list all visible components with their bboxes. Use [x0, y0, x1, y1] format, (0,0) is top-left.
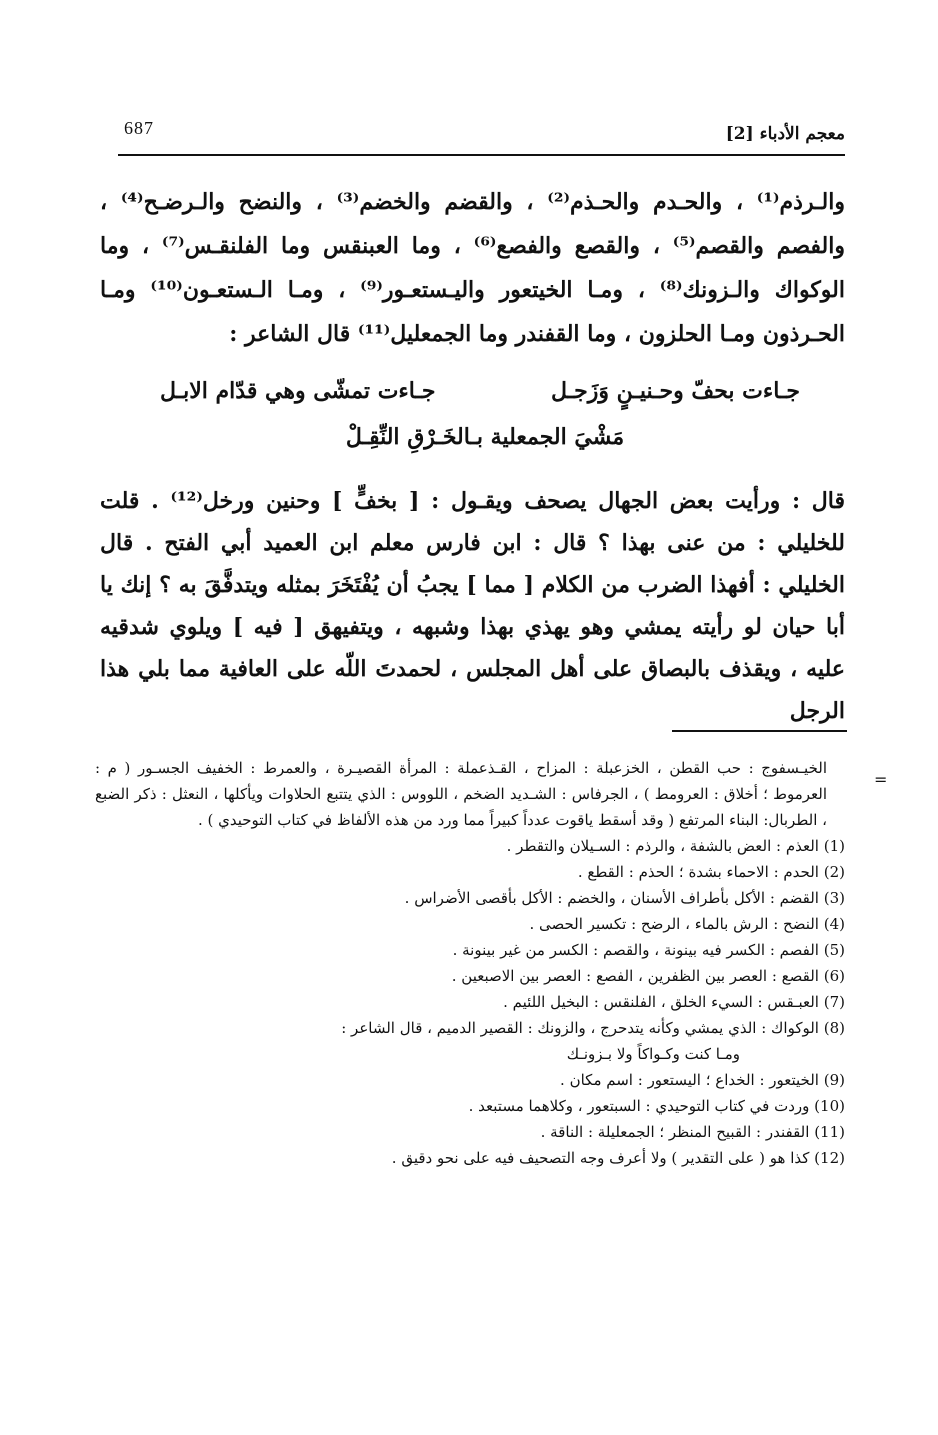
footnote-continuation-marker: = — [874, 770, 888, 789]
main-text-block-2 — [100, 480, 845, 732]
poem-hemistich-2: جـاءت تمشّى وهي قدّام الابـل — [160, 378, 436, 404]
footnote-9: (9) الخيتعور : الخداع ؛ اليستعور : اسم مكان . — [560, 1071, 845, 1089]
poem-hemistich-1: جـاءت بحفّ وحـنيـنٍ وَزَجـل — [551, 378, 800, 404]
footnote-11: (11) القفندر : القبيح المنظر ؛ الجمعليلة : الناقة . — [540, 1123, 845, 1141]
footnote-7: (7) العبـقس : السيء الخلق ، الفلنقس : البخيل اللئيم . — [503, 993, 845, 1011]
poem — [150, 378, 820, 470]
footnotes — [95, 755, 845, 1171]
footnote-2: (2) الحدم : الاحماء بشدة ؛ الحذم : القطع . — [577, 863, 845, 881]
footnote-separator — [672, 730, 847, 732]
footnote-intro: الخيـسفوج : حب القطن ، الخزعبلة : المزاح ، القـذعملة : المرأة القصيـرة ، والعمرط : الخفيف الجسـور ( م : العرموط ؛ أخلاق : العرومط ) ، الجرفاس : الشـديد الضخم ، اللووس : الذي يتتبع الحلاوات ويأكلها ، النعثل : ذكر الضبع ، الطربال: البناء المرتفع ( وقد أسقط ياقوت عدداً كبيراً مما ورد من هذه الألفاظ في كتاب التوحيدي ) . — [95, 759, 827, 829]
footnote-1: (1) العذم : العض بالشفة ، والرذم : السـيلان والتقطر . — [506, 837, 845, 855]
page-number: 687 — [124, 118, 154, 138]
footnote-5: (5) الفصم : الكسر فيه بينونة ، والقصم : الكسر من غير بينونة . — [452, 941, 845, 959]
footnote-12: (12) كذا هو ( على التقدير ) ولا أعرف وجه التصحيف فيه على نحو دقيق . — [391, 1149, 845, 1167]
paragraph-1: والـرذم⁽¹⁾ ، والحـدم والحـذم⁽²⁾ ، والقضم والخضم⁽³⁾ ، والنضح والـرضـح⁽⁴⁾ ، والفصم والقصم⁽⁵⁾ ، والقصع والفصع⁽⁶⁾ ، وما العبنقس وما الفلنقـس⁽⁷⁾ ، وما الوكواك والـزونك⁽⁸⁾ ، ومـا الخيتعور واليـستعـور⁽⁹⁾ ، ومـا الـستعـون⁽¹⁰⁾ ومـا الحـرذون ومـا الحلزون ، وما القفندر وما الجمعليل⁽¹¹⁾ قال الشاعر : — [100, 189, 845, 347]
poem-line-2: مَشْيَ الجمعلية بـالخَـرْقِ النِّقِـلْ — [345, 424, 625, 450]
footnote-8: (8) الوكواك : الذي يمشي وكأنه يتدحرج ، والزونك : القصير الدميم ، قال الشاعر : — [341, 1019, 845, 1037]
footnote-4: (4) النضح : الرش بالماء ، الرضح : تكسير الحصى . — [529, 915, 845, 933]
footnote-6: (6) القصع : العصر بين الظفرين ، الفصع : العصر بين الاصبعين . — [451, 967, 845, 985]
paragraph-2: قال : ورأيت بعض الجهال يصحف ويقـول : [ بخفٍّ ] وحنين ورخل⁽¹²⁾ . قلت للخليلي : من عنى بهذا ؟ قال : ابن فارس معلم ابن العميد أبي الفتح . قال الخليلي : أفهذا الضرب من الكلام [ مما ] يجبُ أن يُفْتَخَرَ بمثله ويتدفَّقَ به ؟ إنك يا أبا حيان لو رأيته يمشي وهو يهذي بهذا وشبهه ، ويتفيهق [ فيه ] ويلوي شدقيه عليه ، ويقذف بالبصاق على أهل المجلس ، لحمدتَ اللّه على العافية مما بلي هذا الرجل — [100, 488, 845, 724]
footnote-8-verse: ومـا كنت وكـواكاً ولا بـزونـك — [566, 1045, 740, 1063]
footnote-3: (3) القضم : الأكل بأطراف الأسنان ، والخضم : الأكل بأقصى الأضراس . — [404, 889, 845, 907]
running-title: معجم الأدباء [2] — [725, 124, 845, 144]
page-header — [118, 112, 845, 156]
footnote-10: (10) وردت في كتاب التوحيدي : السبتعور ، وكلاهما مستبعد . — [468, 1097, 845, 1115]
main-text-block-1 — [100, 180, 845, 356]
